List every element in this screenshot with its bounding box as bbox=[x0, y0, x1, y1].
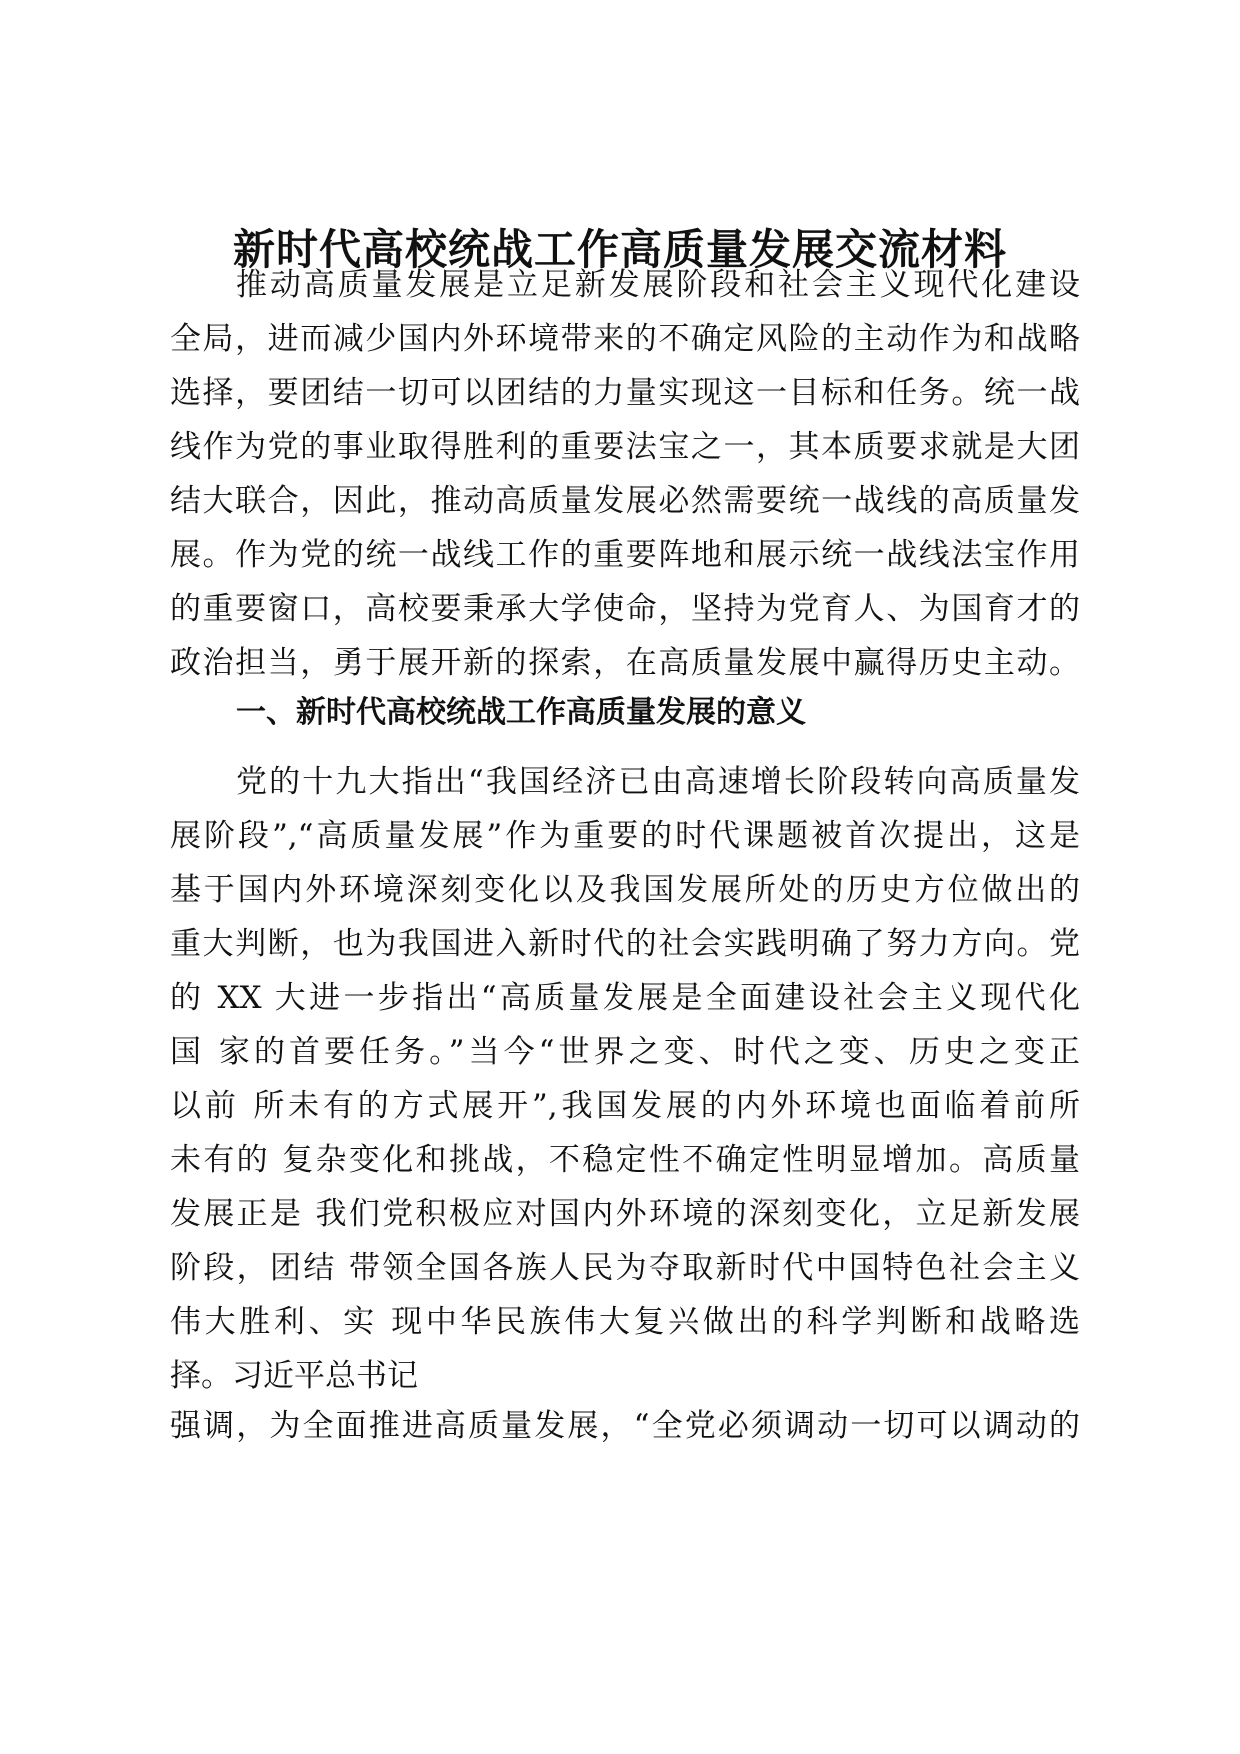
paragraph-line: 国 家的首要任务。”当今“世界之变、时代之变、历史之变正 bbox=[170, 1034, 1080, 1070]
paragraph-line: 推动高质量发展是立足新发展阶段和社会主义现代化建设 bbox=[236, 267, 1080, 303]
paragraph-line: 择。习近平总书记 bbox=[170, 1358, 418, 1394]
paragraph-line: 选择，要团结一切可以团结的力量实现这一目标和任务。统一战 bbox=[170, 375, 1080, 411]
paragraph-line: 线作为党的事业取得胜利的重要法宝之一，其本质要求就是大团 bbox=[170, 429, 1080, 465]
paragraph-line: 的重要窗口，高校要秉承大学使命，坚持为党育人、为国育才的 bbox=[170, 591, 1080, 627]
paragraph-line: 以前 所未有的方式展开”,我国发展的内外环境也面临着前所 bbox=[170, 1088, 1080, 1124]
paragraph-line: 的 XX 大进一步指出“高质量发展是全面建设社会主义现代化 bbox=[170, 980, 1080, 1016]
paragraph-line: 重大判断，也为我国进入新时代的社会实践明确了努力方向。党 bbox=[170, 926, 1080, 962]
paragraph-line: 展。作为党的统一战线工作的重要阵地和展示统一战线法宝作用 bbox=[170, 537, 1080, 573]
paragraph-line: 强调，为全面推进高质量发展，“全党必须调动一切可以调动的 bbox=[170, 1408, 1080, 1444]
document-title: 新时代高校统战工作高质量发展交流材料 bbox=[232, 225, 1007, 274]
paragraph-line: 政治担当，勇于展开新的探索，在高质量发展中赢得历史主动。 bbox=[170, 645, 1080, 681]
section-heading: 一、新时代高校统战工作高质量发展的意义 bbox=[236, 695, 806, 730]
paragraph-line: 全局，进而减少国内外环境带来的不确定风险的主动作为和战略 bbox=[170, 321, 1080, 357]
paragraph-line: 未有的 复杂变化和挑战，不稳定性不确定性明显增加。高质量 bbox=[170, 1142, 1080, 1178]
paragraph-line: 伟大胜利、实 现中华民族伟大复兴做出的科学判断和战略选 bbox=[170, 1304, 1080, 1340]
paragraph-line: 展阶段”,“高质量发展”作为重要的时代课题被首次提出，这是 bbox=[170, 818, 1080, 854]
paragraph-line: 发展正是 我们党积极应对国内外环境的深刻变化，立足新发展 bbox=[170, 1196, 1080, 1232]
paragraph-line: 阶段，团结 带领全国各族人民为夺取新时代中国特色社会主义 bbox=[170, 1250, 1080, 1286]
paragraph-line: 结大联合，因此，推动高质量发展必然需要统一战线的高质量发 bbox=[170, 483, 1080, 519]
paragraph-line: 党的十九大指出“我国经济已由高速增长阶段转向高质量发 bbox=[236, 764, 1080, 800]
paragraph-line: 基于国内外环境深刻变化以及我国发展所处的历史方位做出的 bbox=[170, 872, 1080, 908]
